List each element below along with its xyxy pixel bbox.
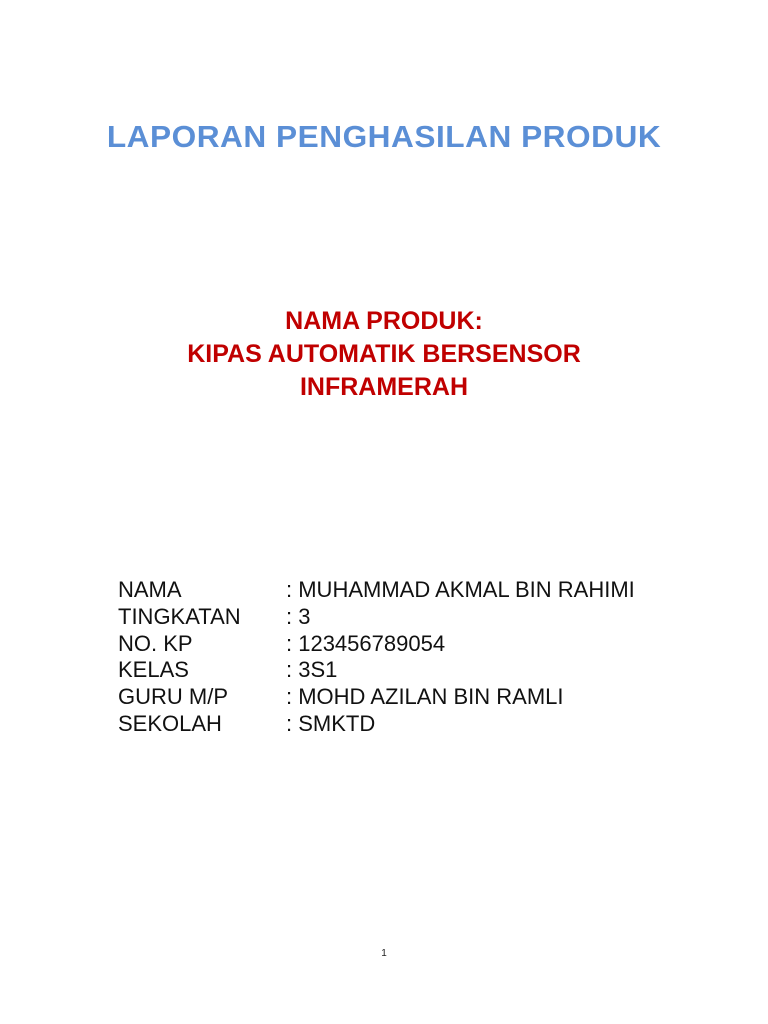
info-row-no-kp [118,631,635,658]
info-value: : 3S1 [286,657,338,683]
report-title: LAPORAN PENGHASILAN PRODUK [106,119,662,154]
product-block [0,305,768,404]
info-row-guru [118,684,635,711]
product-heading: NAMA PRODUK: [285,307,483,335]
info-row-sekolah [118,711,635,738]
info-value: : 123456789054 [286,630,446,656]
info-value: : 3 [286,603,311,629]
info-row-tingkatan [118,604,635,631]
info-value: : SMKTD [286,710,376,736]
info-row-nama [118,577,635,604]
info-value: : MUHAMMAD AKMAL BIN RAHIMI [286,577,635,602]
info-label: NO. KP [118,630,193,656]
product-name-line-2: INFRAMERAH [299,373,469,401]
student-info [118,577,635,738]
info-row-kelas [118,657,635,684]
info-value: : MOHD AZILAN BIN RAMLI [286,684,564,710]
info-label: TINGKATAN [118,603,241,629]
info-label: NAMA [118,577,182,602]
product-name-line-1: KIPAS AUTOMATIK BERSENSOR [187,340,581,368]
info-label: SEKOLAH [118,710,222,736]
page-number: 1 [381,948,387,959]
info-label: KELAS [118,657,189,683]
info-label: GURU M/P [118,684,228,710]
